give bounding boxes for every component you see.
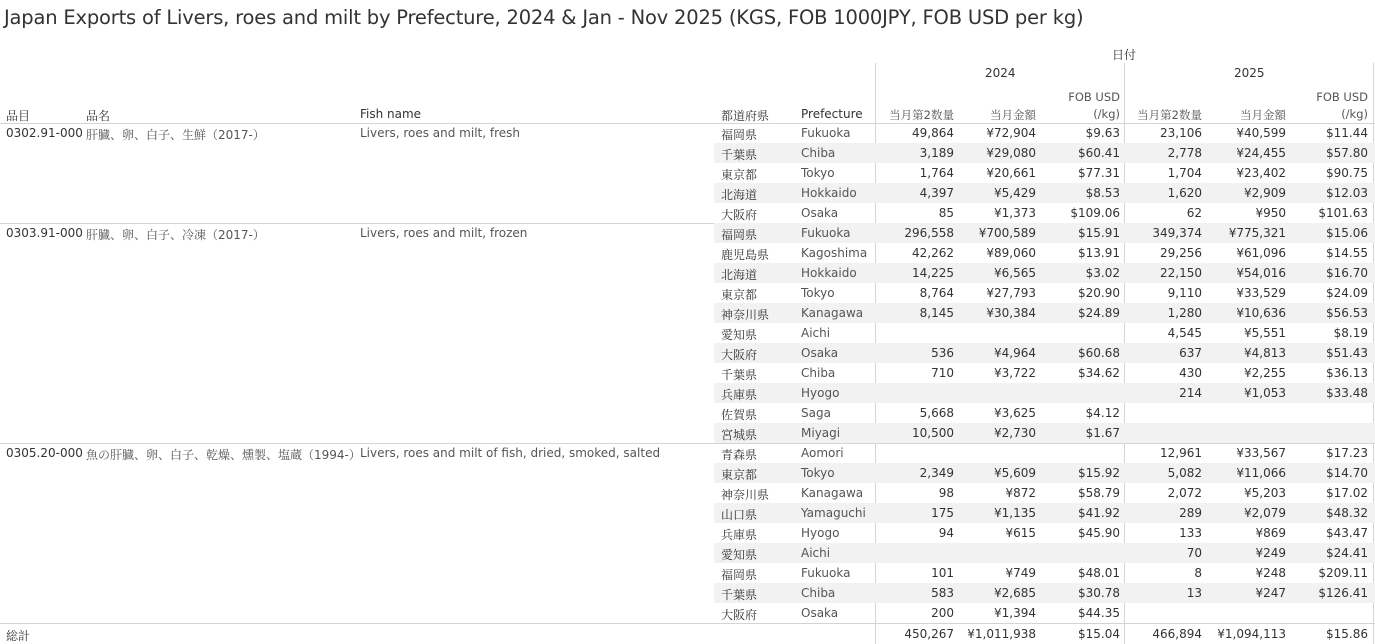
qty-2024-cell: 536 [931, 346, 954, 360]
date-header: 日付 [1112, 48, 1137, 62]
fob-2025-cell: $8.19 [1333, 326, 1368, 340]
col-header-qty-2024: 当月第2数量 [889, 108, 954, 122]
qty-2024-cell: 175 [931, 506, 954, 520]
fob-2025-cell: $43.47 [1326, 526, 1368, 540]
amount-2024-cell: ¥6,565 [994, 266, 1036, 280]
fob-2024-cell: $4.12 [1085, 406, 1120, 420]
fob-2025-cell: $90.75 [1326, 166, 1368, 180]
total-qty-2025: 466,894 [1152, 627, 1202, 641]
fob-2024-cell: $15.92 [1078, 466, 1120, 480]
fob-2025-cell: $126.41 [1318, 586, 1368, 600]
prefecture-en-cell: Hyogo [801, 386, 840, 400]
prefecture-en-cell: Tokyo [801, 286, 835, 300]
amount-2024-cell: ¥700,589 [978, 226, 1036, 240]
prefecture-en-cell: Fukuoka [801, 126, 851, 140]
qty-2025-cell: 22,150 [1160, 266, 1202, 280]
qty-2024-cell: 296,558 [904, 226, 954, 240]
amount-2024-cell: ¥3,722 [994, 366, 1036, 380]
fob-2024-cell: $41.92 [1078, 506, 1120, 520]
table-row [0, 523, 1375, 543]
fob-2024-cell: $45.90 [1078, 526, 1120, 540]
fob-2024-cell: $15.91 [1078, 226, 1120, 240]
qty-2025-cell: 430 [1179, 366, 1202, 380]
fob-2024-cell: $48.01 [1078, 566, 1120, 580]
prefecture-jp-cell: 福岡県 [721, 128, 758, 142]
prefecture-en-cell: Chiba [801, 146, 836, 160]
fob-2025-cell: $24.41 [1326, 546, 1368, 560]
amount-2024-cell: ¥30,384 [986, 306, 1036, 320]
fob-2024-cell: $77.31 [1078, 166, 1120, 180]
qty-2024-cell: 10,500 [912, 426, 954, 440]
amount-2024-cell: ¥27,793 [986, 286, 1036, 300]
table-row [0, 483, 1375, 503]
prefecture-en-cell: Fukuoka [801, 226, 851, 240]
qty-2025-cell: 23,106 [1160, 126, 1202, 140]
fob-2025-cell: $15.06 [1326, 226, 1368, 240]
amount-2025-cell: ¥4,813 [1244, 346, 1286, 360]
amount-2024-cell: ¥872 [1005, 486, 1036, 500]
hinmoku-code: 0305.20-000 [6, 446, 83, 460]
qty-2025-cell: 4,545 [1167, 326, 1202, 340]
col-header-prefecture-en: Prefecture [801, 107, 863, 121]
fob-2025-cell: $48.32 [1326, 506, 1368, 520]
col-header-hinmoku: 品目 [6, 109, 31, 123]
table-row [0, 563, 1375, 583]
total-top-line [0, 623, 1375, 624]
prefecture-en-cell: Tokyo [801, 466, 835, 480]
year-2025-header: 2025 [1234, 66, 1265, 80]
amount-2024-cell: ¥4,964 [994, 346, 1036, 360]
prefecture-jp-cell: 千葉県 [721, 368, 758, 382]
qty-2024-cell: 4,397 [919, 186, 954, 200]
qty-2025-cell: 214 [1179, 386, 1202, 400]
amount-2024-cell: ¥29,080 [986, 146, 1036, 160]
total-label: 総計 [6, 629, 31, 643]
fob-2025-cell: $17.23 [1326, 446, 1368, 460]
prefecture-en-cell: Saga [801, 406, 831, 420]
prefecture-en-cell: Fukuoka [801, 566, 851, 580]
prefecture-en-cell: Osaka [801, 206, 839, 220]
table-row [0, 303, 1375, 323]
amount-2025-cell: ¥33,529 [1236, 286, 1286, 300]
amount-2024-cell: ¥1,394 [994, 606, 1036, 620]
table-row [0, 323, 1375, 343]
amount-2025-cell: ¥5,551 [1244, 326, 1286, 340]
fob-2025-cell: $16.70 [1326, 266, 1368, 280]
fob-2025-cell: $11.44 [1326, 126, 1368, 140]
fob-2024-cell: $30.78 [1078, 586, 1120, 600]
prefecture-en-cell: Miyagi [801, 426, 841, 440]
table-row [0, 363, 1375, 383]
prefecture-en-cell: Osaka [801, 346, 839, 360]
amount-2024-cell: ¥5,429 [994, 186, 1036, 200]
table-row [0, 543, 1375, 563]
amount-2025-cell: ¥40,599 [1236, 126, 1286, 140]
hinmoku-code: 0302.91-000 [6, 126, 83, 140]
fob-2025-cell: $51.43 [1326, 346, 1368, 360]
qty-2024-cell: 8,764 [919, 286, 954, 300]
prefecture-jp-cell: 北海道 [721, 268, 758, 282]
amount-2025-cell: ¥33,567 [1236, 446, 1286, 460]
prefecture-jp-cell: 神奈川県 [721, 308, 770, 322]
prefecture-jp-cell: 東京都 [721, 288, 758, 302]
table-row [0, 503, 1375, 523]
prefecture-en-cell: Osaka [801, 606, 839, 620]
qty-2024-cell: 94 [938, 526, 954, 540]
qty-2024-cell: 1,764 [919, 166, 954, 180]
col-header-prefecture-jp: 都道府県 [721, 109, 770, 123]
prefecture-jp-cell: 山口県 [721, 508, 758, 522]
table-row [0, 143, 1375, 163]
col-header-fob-2025-line1: FOB USD [1316, 90, 1368, 104]
qty-2025-cell: 13 [1186, 586, 1202, 600]
prefecture-en-cell: Hokkaido [801, 186, 857, 200]
amount-2025-cell: ¥1,053 [1244, 386, 1286, 400]
amount-2025-cell: ¥869 [1255, 526, 1286, 540]
amount-2025-cell: ¥249 [1255, 546, 1286, 560]
amount-2025-cell: ¥950 [1255, 206, 1286, 220]
amount-2025-cell: ¥775,321 [1228, 226, 1286, 240]
amount-2025-cell: ¥5,203 [1244, 486, 1286, 500]
prefecture-jp-cell: 大阪府 [721, 348, 758, 362]
total-amount-2025: ¥1,094,113 [1217, 627, 1286, 641]
qty-2025-cell: 29,256 [1160, 246, 1202, 260]
fob-2025-cell: $17.02 [1326, 486, 1368, 500]
qty-2024-cell: 583 [931, 586, 954, 600]
qty-2024-cell: 85 [938, 206, 954, 220]
qty-2024-cell: 2,349 [919, 466, 954, 480]
prefecture-jp-cell: 大阪府 [721, 608, 758, 622]
fob-2024-cell: $3.02 [1085, 266, 1120, 280]
amount-2025-cell: ¥248 [1255, 566, 1286, 580]
qty-2025-cell: 12,961 [1160, 446, 1202, 460]
qty-2025-cell: 133 [1179, 526, 1202, 540]
qty-2025-cell: 5,082 [1167, 466, 1202, 480]
amount-2025-cell: ¥10,636 [1236, 306, 1286, 320]
fob-2024-cell: $9.63 [1085, 126, 1120, 140]
prefecture-en-cell: Aichi [801, 326, 831, 340]
amount-2025-cell: ¥11,066 [1236, 466, 1286, 480]
total-fob-2024: $15.04 [1078, 627, 1120, 641]
amount-2024-cell: ¥749 [1005, 566, 1036, 580]
prefecture-jp-cell: 北海道 [721, 188, 758, 202]
fish-name-label: Livers, roes and milt of fish, dried, smoked, salted [360, 446, 661, 460]
amount-2024-cell: ¥1,135 [994, 506, 1036, 520]
amount-2024-cell: ¥20,661 [986, 166, 1036, 180]
col-header-amount-2025: 当月金額 [1240, 108, 1286, 122]
prefecture-en-cell: Yamaguchi [801, 506, 866, 520]
amount-2025-cell: ¥2,909 [1244, 186, 1286, 200]
amount-2025-cell: ¥247 [1255, 586, 1286, 600]
fob-2024-cell: $60.41 [1078, 146, 1120, 160]
prefecture-jp-cell: 愛知県 [721, 548, 758, 562]
fob-2024-cell: $20.90 [1078, 286, 1120, 300]
col-header-amount-2024: 当月金額 [990, 108, 1036, 122]
prefecture-jp-cell: 千葉県 [721, 588, 758, 602]
fob-2024-cell: $13.91 [1078, 246, 1120, 260]
prefecture-jp-cell: 大阪府 [721, 208, 758, 222]
prefecture-en-cell: Hokkaido [801, 266, 857, 280]
year-2024-header: 2024 [985, 66, 1016, 80]
amount-2025-cell: ¥24,455 [1236, 146, 1286, 160]
fob-2025-cell: $209.11 [1318, 566, 1368, 580]
total-fob-2025: $15.86 [1326, 627, 1368, 641]
fob-2024-cell: $60.68 [1078, 346, 1120, 360]
fob-2025-cell: $101.63 [1318, 206, 1368, 220]
col-header-fish-name: Fish name [360, 107, 422, 121]
table-row [0, 583, 1375, 603]
prefecture-jp-cell: 兵庫県 [721, 388, 758, 402]
fish-name-label: Livers, roes and milt, fresh [360, 126, 520, 140]
amount-2024-cell: ¥1,373 [994, 206, 1036, 220]
prefecture-en-cell: Kanagawa [801, 486, 864, 500]
prefecture-jp-cell: 神奈川県 [721, 488, 770, 502]
qty-2025-cell: 8 [1194, 566, 1202, 580]
amount-2025-cell: ¥2,079 [1244, 506, 1286, 520]
fob-2025-cell: $36.13 [1326, 366, 1368, 380]
qty-2025-cell: 2,072 [1167, 486, 1202, 500]
amount-2024-cell: ¥5,609 [994, 466, 1036, 480]
amount-2024-cell: ¥89,060 [986, 246, 1036, 260]
prefecture-en-cell: Chiba [801, 366, 836, 380]
qty-2025-cell: 289 [1179, 506, 1202, 520]
amount-2024-cell: ¥615 [1005, 526, 1036, 540]
prefecture-jp-cell: 宮城県 [721, 428, 758, 442]
qty-2024-cell: 710 [931, 366, 954, 380]
table-row [0, 383, 1375, 403]
qty-2025-cell: 1,620 [1167, 186, 1202, 200]
prefecture-jp-cell: 福岡県 [721, 568, 758, 582]
hinmei-label: 肝臓、卵、白子、冷凍（2017-） [86, 228, 265, 242]
amount-2024-cell: ¥2,730 [994, 426, 1036, 440]
qty-2024-cell: 49,864 [912, 126, 954, 140]
fish-name-label: Livers, roes and milt, frozen [360, 226, 528, 240]
fob-2025-cell: $12.03 [1326, 186, 1368, 200]
amount-2025-cell: ¥61,096 [1236, 246, 1286, 260]
table-row [0, 403, 1375, 423]
amount-2025-cell: ¥54,016 [1236, 266, 1286, 280]
fob-2024-cell: $8.53 [1085, 186, 1120, 200]
fob-2024-cell: $109.06 [1070, 206, 1120, 220]
qty-2024-cell: 200 [931, 606, 954, 620]
total-amount-2024: ¥1,011,938 [967, 627, 1036, 641]
fob-2025-cell: $14.55 [1326, 246, 1368, 260]
prefecture-jp-cell: 鹿児島県 [721, 248, 770, 262]
fob-2024-cell: $24.89 [1078, 306, 1120, 320]
table-row [0, 283, 1375, 303]
qty-2024-cell: 8,145 [919, 306, 954, 320]
prefecture-en-cell: Chiba [801, 586, 836, 600]
table-row [0, 463, 1375, 483]
qty-2025-cell: 62 [1186, 206, 1202, 220]
col-header-fob-2024-line1: FOB USD [1068, 90, 1120, 104]
table-row [0, 263, 1375, 283]
fob-2025-cell: $33.48 [1326, 386, 1368, 400]
qty-2024-cell: 98 [938, 486, 954, 500]
table-row [0, 243, 1375, 263]
total-qty-2024: 450,267 [904, 627, 954, 641]
fob-2024-cell: $1.67 [1085, 426, 1120, 440]
amount-2025-cell: ¥23,402 [1236, 166, 1286, 180]
prefecture-jp-cell: 愛知県 [721, 328, 758, 342]
qty-2025-cell: 1,704 [1167, 166, 1202, 180]
table-row [0, 603, 1375, 623]
col-header-fob-2025-line2: (/kg) [1341, 107, 1368, 121]
fob-2024-cell: $34.62 [1078, 366, 1120, 380]
amount-2024-cell: ¥2,685 [994, 586, 1036, 600]
fob-2025-cell: $56.53 [1326, 306, 1368, 320]
prefecture-jp-cell: 佐賀県 [721, 408, 758, 422]
qty-2025-cell: 9,110 [1167, 286, 1202, 300]
prefecture-en-cell: Kagoshima [801, 246, 868, 260]
qty-2025-cell: 349,374 [1152, 226, 1202, 240]
amount-2024-cell: ¥72,904 [986, 126, 1036, 140]
fob-2025-cell: $24.09 [1326, 286, 1368, 300]
prefecture-en-cell: Tokyo [801, 166, 835, 180]
prefecture-jp-cell: 青森県 [721, 448, 758, 462]
prefecture-en-cell: Hyogo [801, 526, 840, 540]
col-header-hinmei: 品名 [86, 109, 111, 123]
qty-2025-cell: 70 [1186, 546, 1202, 560]
prefecture-en-cell: Kanagawa [801, 306, 864, 320]
prefecture-en-cell: Aichi [801, 546, 831, 560]
qty-2024-cell: 42,262 [912, 246, 954, 260]
qty-2025-cell: 1,280 [1167, 306, 1202, 320]
fob-2025-cell: $14.70 [1326, 466, 1368, 480]
hinmei-label: 魚の肝臓、卵、白子、乾燥、燻製、塩蔵（1994-） [86, 448, 361, 462]
fob-2024-cell: $44.35 [1078, 606, 1120, 620]
qty-2024-cell: 3,189 [919, 146, 954, 160]
qty-2025-cell: 2,778 [1167, 146, 1202, 160]
prefecture-jp-cell: 東京都 [721, 168, 758, 182]
total-row [0, 623, 1375, 644]
hinmei-label: 肝臓、卵、白子、生鮮（2017-） [86, 128, 265, 142]
prefecture-en-cell: Aomori [801, 446, 844, 460]
prefecture-jp-cell: 福岡県 [721, 228, 758, 242]
table-row [0, 163, 1375, 183]
amount-2024-cell: ¥3,625 [994, 406, 1036, 420]
table-row [0, 203, 1375, 223]
col-header-fob-2024-line2: (/kg) [1093, 107, 1120, 121]
hinmoku-code: 0303.91-000 [6, 226, 83, 240]
table-row [0, 423, 1375, 443]
prefecture-jp-cell: 千葉県 [721, 148, 758, 162]
page-title: Japan Exports of Livers, roes and milt by Prefecture, 2024 & Jan - Nov 2025 (KGS, FOB 1000JPY, FOB USD per kg) [4, 6, 1084, 29]
fob-2024-cell: $58.79 [1078, 486, 1120, 500]
qty-2025-cell: 637 [1179, 346, 1202, 360]
table-row [0, 343, 1375, 363]
col-header-qty-2025: 当月第2数量 [1137, 108, 1202, 122]
qty-2024-cell: 101 [931, 566, 954, 580]
amount-2025-cell: ¥2,255 [1244, 366, 1286, 380]
fob-2025-cell: $57.80 [1326, 146, 1368, 160]
table-row [0, 183, 1375, 203]
prefecture-jp-cell: 兵庫県 [721, 528, 758, 542]
qty-2024-cell: 5,668 [919, 406, 954, 420]
qty-2024-cell: 14,225 [912, 266, 954, 280]
prefecture-jp-cell: 東京都 [721, 468, 758, 482]
